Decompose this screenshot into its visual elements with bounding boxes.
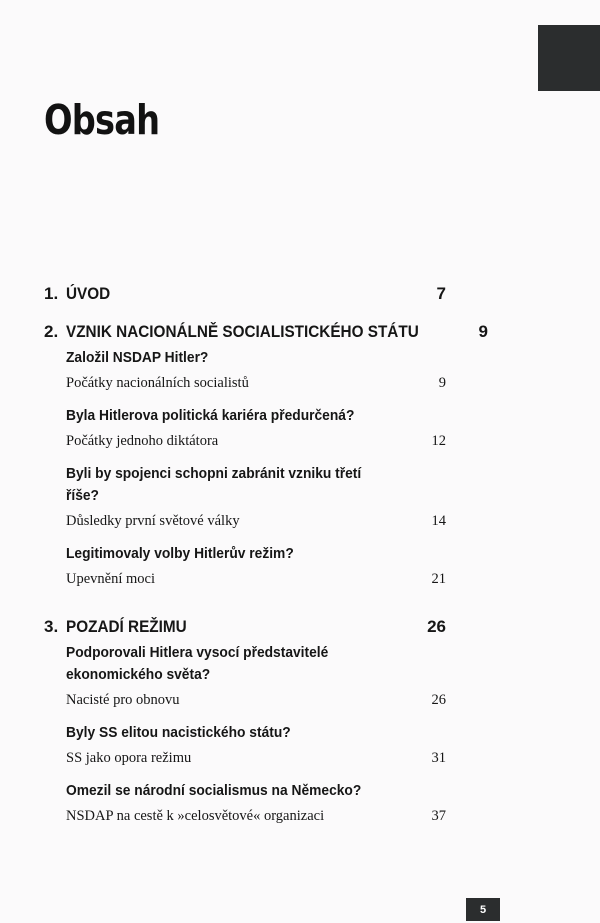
chapter-number: 3. — [44, 617, 59, 636]
section-page-number: 12 — [431, 433, 446, 449]
section-subtitle-row — [66, 568, 446, 590]
section-page-number: 37 — [431, 808, 446, 824]
section-question: Legitimovaly volby Hitlerův režim? — [66, 545, 294, 562]
chapter-title: ÚVOD — [66, 284, 111, 303]
toc-chapter-2[interactable] — [44, 320, 488, 344]
spacer — [44, 601, 446, 615]
chapter-title: VZNIK NACIONÁLNĚ SOCIALISTICKÉHO STÁTU — [66, 322, 419, 341]
section-question: Byly SS elitou nacistického státu? — [66, 724, 291, 741]
section-subtitle-row — [66, 805, 446, 827]
section-subtitle: Počátky jednoho diktátora — [66, 433, 219, 449]
section-subtitle-row — [66, 372, 446, 394]
toc-section[interactable] — [66, 405, 446, 452]
corner-tab-block — [538, 25, 600, 91]
section-question: Omezil se národní socialismus na Německo? — [66, 782, 362, 799]
section-subtitle-row — [66, 430, 446, 452]
chapter-page-number: 26 — [427, 617, 446, 636]
section-subtitle-row — [66, 689, 446, 711]
section-subtitle: NSDAP na cestě k »celosvětové« organizaci — [66, 808, 325, 824]
table-of-contents — [44, 282, 488, 838]
chapter-page-number: 9 — [478, 322, 488, 341]
section-page-number: 31 — [431, 750, 446, 766]
toc-section[interactable] — [66, 347, 446, 394]
page-title: Obsah — [44, 96, 160, 144]
section-page-number: 9 — [438, 375, 446, 391]
section-question: Byli by spojenci schopni zabránit vzniku třetí říše? — [66, 465, 362, 504]
toc-section[interactable] — [66, 780, 446, 827]
toc-section[interactable] — [66, 722, 446, 769]
toc-section[interactable] — [66, 463, 446, 532]
chapter-page-number: 7 — [436, 284, 446, 303]
chapter-3-sections — [44, 642, 446, 827]
section-subtitle: Důsledky první světové války — [66, 513, 240, 529]
toc-section[interactable] — [66, 543, 446, 590]
toc-chapter-1[interactable] — [44, 282, 446, 306]
section-question: Založil NSDAP Hitler? — [66, 349, 209, 366]
toc-chapter-3[interactable] — [44, 615, 446, 639]
section-subtitle: Upevnění moci — [66, 571, 155, 587]
chapter-number: 1. — [44, 284, 59, 303]
section-subtitle: Nacisté pro obnovu — [66, 692, 180, 708]
chapter-number: 2. — [44, 322, 59, 341]
section-subtitle: Počátky nacionálních socialistů — [66, 375, 249, 391]
section-question: Byla Hitlerova politická kariéra předurčená? — [66, 407, 355, 424]
chapter-2-sections — [44, 347, 446, 590]
section-page-number: 26 — [431, 692, 446, 708]
toc-section[interactable] — [66, 642, 446, 711]
section-page-number: 21 — [431, 571, 446, 587]
section-question: Podporovali Hitlera vysocí představitelé ekonomického světa? — [66, 644, 329, 683]
page-number-badge: 5 — [466, 898, 500, 921]
chapter-title: POZADÍ REŽIMU — [66, 617, 187, 636]
section-subtitle-row — [66, 510, 446, 532]
section-page-number: 14 — [431, 513, 446, 529]
section-subtitle: SS jako opora režimu — [66, 750, 192, 766]
section-subtitle-row — [66, 747, 446, 769]
